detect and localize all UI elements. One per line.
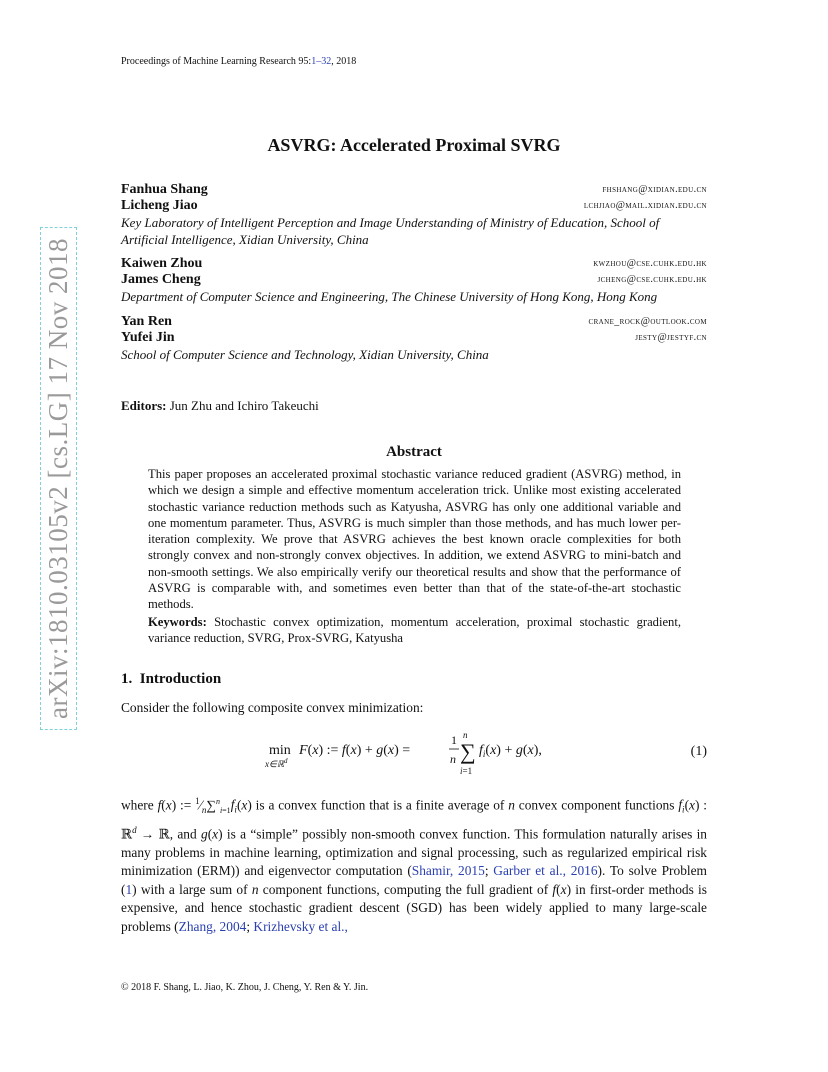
- section-heading: 1. Introduction: [121, 671, 222, 687]
- author-email: kwzhou@cse.cuhk.edu.hk: [593, 258, 707, 269]
- author-email: fhshang@xidian.edu.cn: [602, 184, 707, 195]
- intro-lead: Consider the following composite convex minimization:: [121, 700, 424, 715]
- keywords: Keywords: Stochastic convex optimization, momentum acceleration, proximal stochastic gradient, variance reduction, SVRG, Prox-SVRG, Katyusha: [148, 615, 681, 646]
- running-header: Proceedings of Machine Learning Research 95:1–32, 2018: [121, 56, 357, 67]
- svg-text:∑: ∑: [460, 739, 476, 764]
- author-name: Licheng Jiao: [121, 198, 198, 213]
- author-name: Yufei Jin: [121, 330, 175, 345]
- author-group-3: [121, 314, 707, 363]
- affiliation: School of Computer Science and Technology, Xidian University, China: [121, 347, 489, 362]
- svg-text:F(x) := f(x) + g(x) =: F(x) := f(x) + g(x) =: [299, 743, 411, 758]
- svg-text:x∈ℝd: x∈ℝ$^d$: [265, 757, 288, 769]
- author-email: lchjiao@mail.xidian.edu.cn: [583, 200, 707, 211]
- citation-link[interactable]: Krizhevsky et al.,: [253, 918, 348, 934]
- citation-link[interactable]: Zhang, 2004: [178, 918, 247, 934]
- equation-graphic: [261, 730, 591, 780]
- author-email: jesty@jestyf.cn: [635, 332, 707, 343]
- intro-body: where f(x) := $^1⁄_n\sum^n_{i=1}f_i(x)$ is a convex function that is a finite average of n convex component functions $f_i(x)$ : ℝ$^d$ → ℝ, and g(x) is a “simple” possibly non-smooth convex function. This formulation naturally arises in many problems in machine learning, optimization and signal processing, such as regularized empirical risk minimization (ERM)) and eigenvector computation (Shamir, 2015; Garber et al., 2016). To solve Problem (1) with a large sum of n component functions, computing the full gradient of f(x) in first-order methods is expensive, and hence stochastic gradient descent (SGD) has been widely applied to many large-scale problems (Zhang, 2004; Krizhevsky et al.,: [121, 796, 708, 934]
- author-group-1: [121, 182, 707, 248]
- arxiv-sidebar-stamp: arXiv:1810.03105v2 [cs.LG] 17 Nov 2018: [40, 227, 77, 730]
- equation-number: (1): [690, 744, 707, 759]
- copyright-footer: © 2018 F. Shang, L. Jiao, K. Zhou, J. Cheng, Y. Ren & Y. Jin.: [121, 982, 369, 993]
- author-name: James Cheng: [121, 272, 201, 287]
- author-name: Kaiwen Zhou: [121, 256, 203, 271]
- svg-text:min: min: [269, 743, 291, 758]
- svg-text:i=1: i=1: [460, 766, 473, 776]
- abstract-text: This paper proposes an accelerated proximal stochastic variance reduced gradient (ASVRG) method, in which we design a simple and effective momentum acceleration trick. Unlike most existing accelerated stochastic variance reduction methods such as Katyusha, ASVRG has only one additional variable and one momentum parameter. Thus, ASVRG is much simpler than those methods, and has much lower per-iteration complexity. We prove that ASVRG achieves the best known oracle complexities for both strongly convex and non-strongly convex objectives. In addition, we extend ASVRG to mini-batch and non-smooth settings. We also empirically verify our theoretical results and show that the performance of ASVRG is comparable with, and sometimes even better than that of the state-of-the-art stochastic methods.: [148, 467, 681, 612]
- affiliation: Key Laboratory of Intelligent Perception and Image Understanding of Ministry of Education, School of Artificial Intelligence, Xidian University, China: [121, 215, 660, 247]
- svg-text:1: 1: [451, 733, 457, 747]
- author-name: Yan Ren: [121, 314, 172, 329]
- paper-title: ASVRG: Accelerated Proximal SVRG: [267, 135, 561, 155]
- author-email: crane_rock@outlook.com: [588, 316, 707, 327]
- page-range-link[interactable]: 1–32: [311, 56, 332, 67]
- affiliation: Department of Computer Science and Engineering, The Chinese University of Hong Kong, Hong Kong: [121, 289, 658, 304]
- equation-ref-link[interactable]: 1: [125, 881, 133, 897]
- author-email: jcheng@cse.cuhk.edu.hk: [597, 274, 707, 285]
- svg-text:n: n: [450, 752, 456, 766]
- editors-line: Editors: Jun Zhu and Ichiro Takeuchi: [121, 398, 319, 413]
- svg-text:n: n: [463, 730, 468, 740]
- svg-text:fi(x) + g(x),: $f_i(x) + g(x)$,: [479, 743, 542, 759]
- author-name: Fanhua Shang: [121, 182, 208, 197]
- abstract-heading: Abstract: [386, 444, 442, 460]
- citation-link[interactable]: Shamir, 2015: [411, 863, 485, 879]
- citation-link[interactable]: Garber et al., 2016: [493, 863, 598, 879]
- author-group-2: [121, 256, 707, 305]
- equation-1: [121, 730, 707, 780]
